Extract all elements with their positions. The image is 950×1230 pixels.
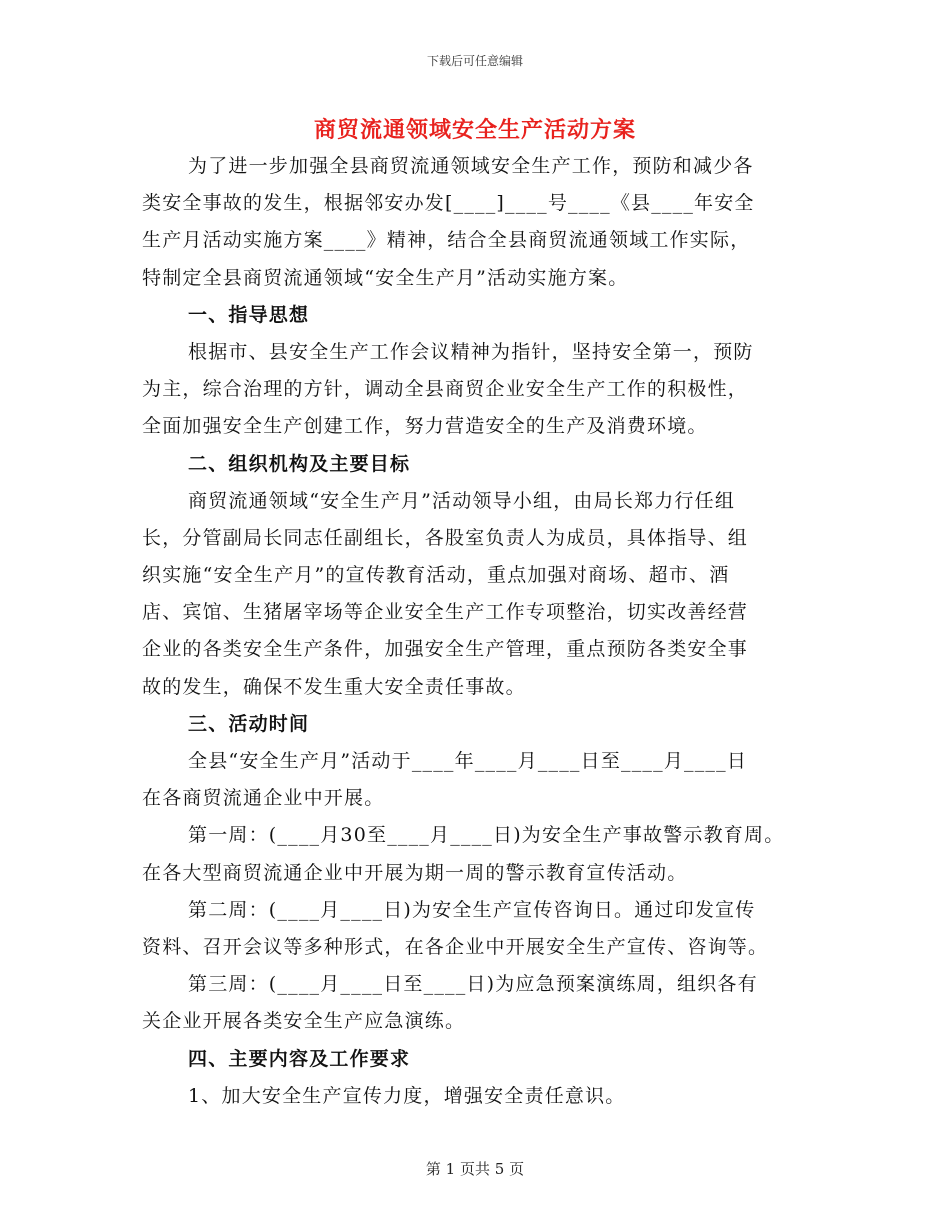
paragraph-line: 关企业开展各类安全生产应急演练。 xyxy=(142,1010,466,1033)
paragraph-line: 商贸流通领域“安全生产月”活动领导小组，由局长郑力行任组 xyxy=(188,489,736,512)
section-heading: 四、主要内容及工作要求 xyxy=(188,1047,411,1070)
header-note: 下载后可任意编辑 xyxy=(426,54,523,68)
paragraph-line: 为了进一步加强全县商贸流通领域安全生产工作，预防和减少各 xyxy=(188,155,754,177)
document-body xyxy=(142,148,807,1115)
section-heading: 二、组织机构及主要目标 xyxy=(188,452,411,475)
paragraph-line: 故的发生，确保不发生重大安全责任事故。 xyxy=(142,675,526,698)
document-title: 商贸流通领域安全生产活动方案 xyxy=(313,117,636,143)
paragraph-line: 类安全事故的发生，根据邻安办发[____]____号____《县____年安全 xyxy=(142,192,755,215)
page-number-footer: 第 1 页共 5 页 xyxy=(425,1160,525,1178)
paragraph-line: 第一周：(____月30至____月____日)为安全生产事故警示教育周。 xyxy=(188,824,785,847)
paragraph-line: 织实施“安全生产月”的宣传教育活动，重点加强对商场、超市、酒 xyxy=(142,564,730,587)
paragraph-line: 1、加大安全生产宣传力度，增强安全责任意识。 xyxy=(188,1084,626,1107)
paragraph-line: 为主，综合治理的方针，调动全县商贸企业安全生产工作的积极性， xyxy=(142,378,749,401)
paragraph-line: 资料、召开会议等多种形式，在各企业中开展安全生产宣传、咨询等。 xyxy=(142,935,769,958)
paragraph-line: 店、宾馆、生猪屠宰场等企业安全生产工作专项整治，切实改善经营 xyxy=(142,601,749,624)
paragraph-line: 企业的各类安全生产条件，加强安全生产管理，重点预防各类安全事 xyxy=(142,638,749,661)
section-heading: 三、活动时间 xyxy=(188,712,310,735)
paragraph-line: 第三周：(____月____日至____日)为应急预案演练周，组织各有 xyxy=(188,973,758,996)
paragraph-line: 根据市、县安全生产工作会议精神为指针，坚持安全第一，预防 xyxy=(188,340,754,363)
paragraph-line: 全县“安全生产月”活动于____年____月____日至____月____日 xyxy=(188,750,748,772)
paragraph-line: 在各商贸流通企业中开展。 xyxy=(142,787,385,810)
section-heading: 一、指导思想 xyxy=(188,303,310,326)
paragraph-line: 特制定全县商贸流通领域“安全生产月”活动实施方案。 xyxy=(142,266,629,289)
paragraph-line: 长，分管副局长同志任副组长，各股室负责人为成员，具体指导、组 xyxy=(142,526,749,549)
paragraph-line: 第二周：(____月____日)为安全生产宣传咨询日。通过印发宣传 xyxy=(188,898,756,921)
paragraph-line: 全面加强安全生产创建工作，努力营造安全的生产及消费环境。 xyxy=(142,415,708,438)
paragraph-line: 在各大型商贸流通企业中开展为期一周的警示教育宣传活动。 xyxy=(142,861,688,884)
paragraph-line: 生产月活动实施方案____》精神，结合全县商贸流通领域工作实际， xyxy=(142,229,751,252)
